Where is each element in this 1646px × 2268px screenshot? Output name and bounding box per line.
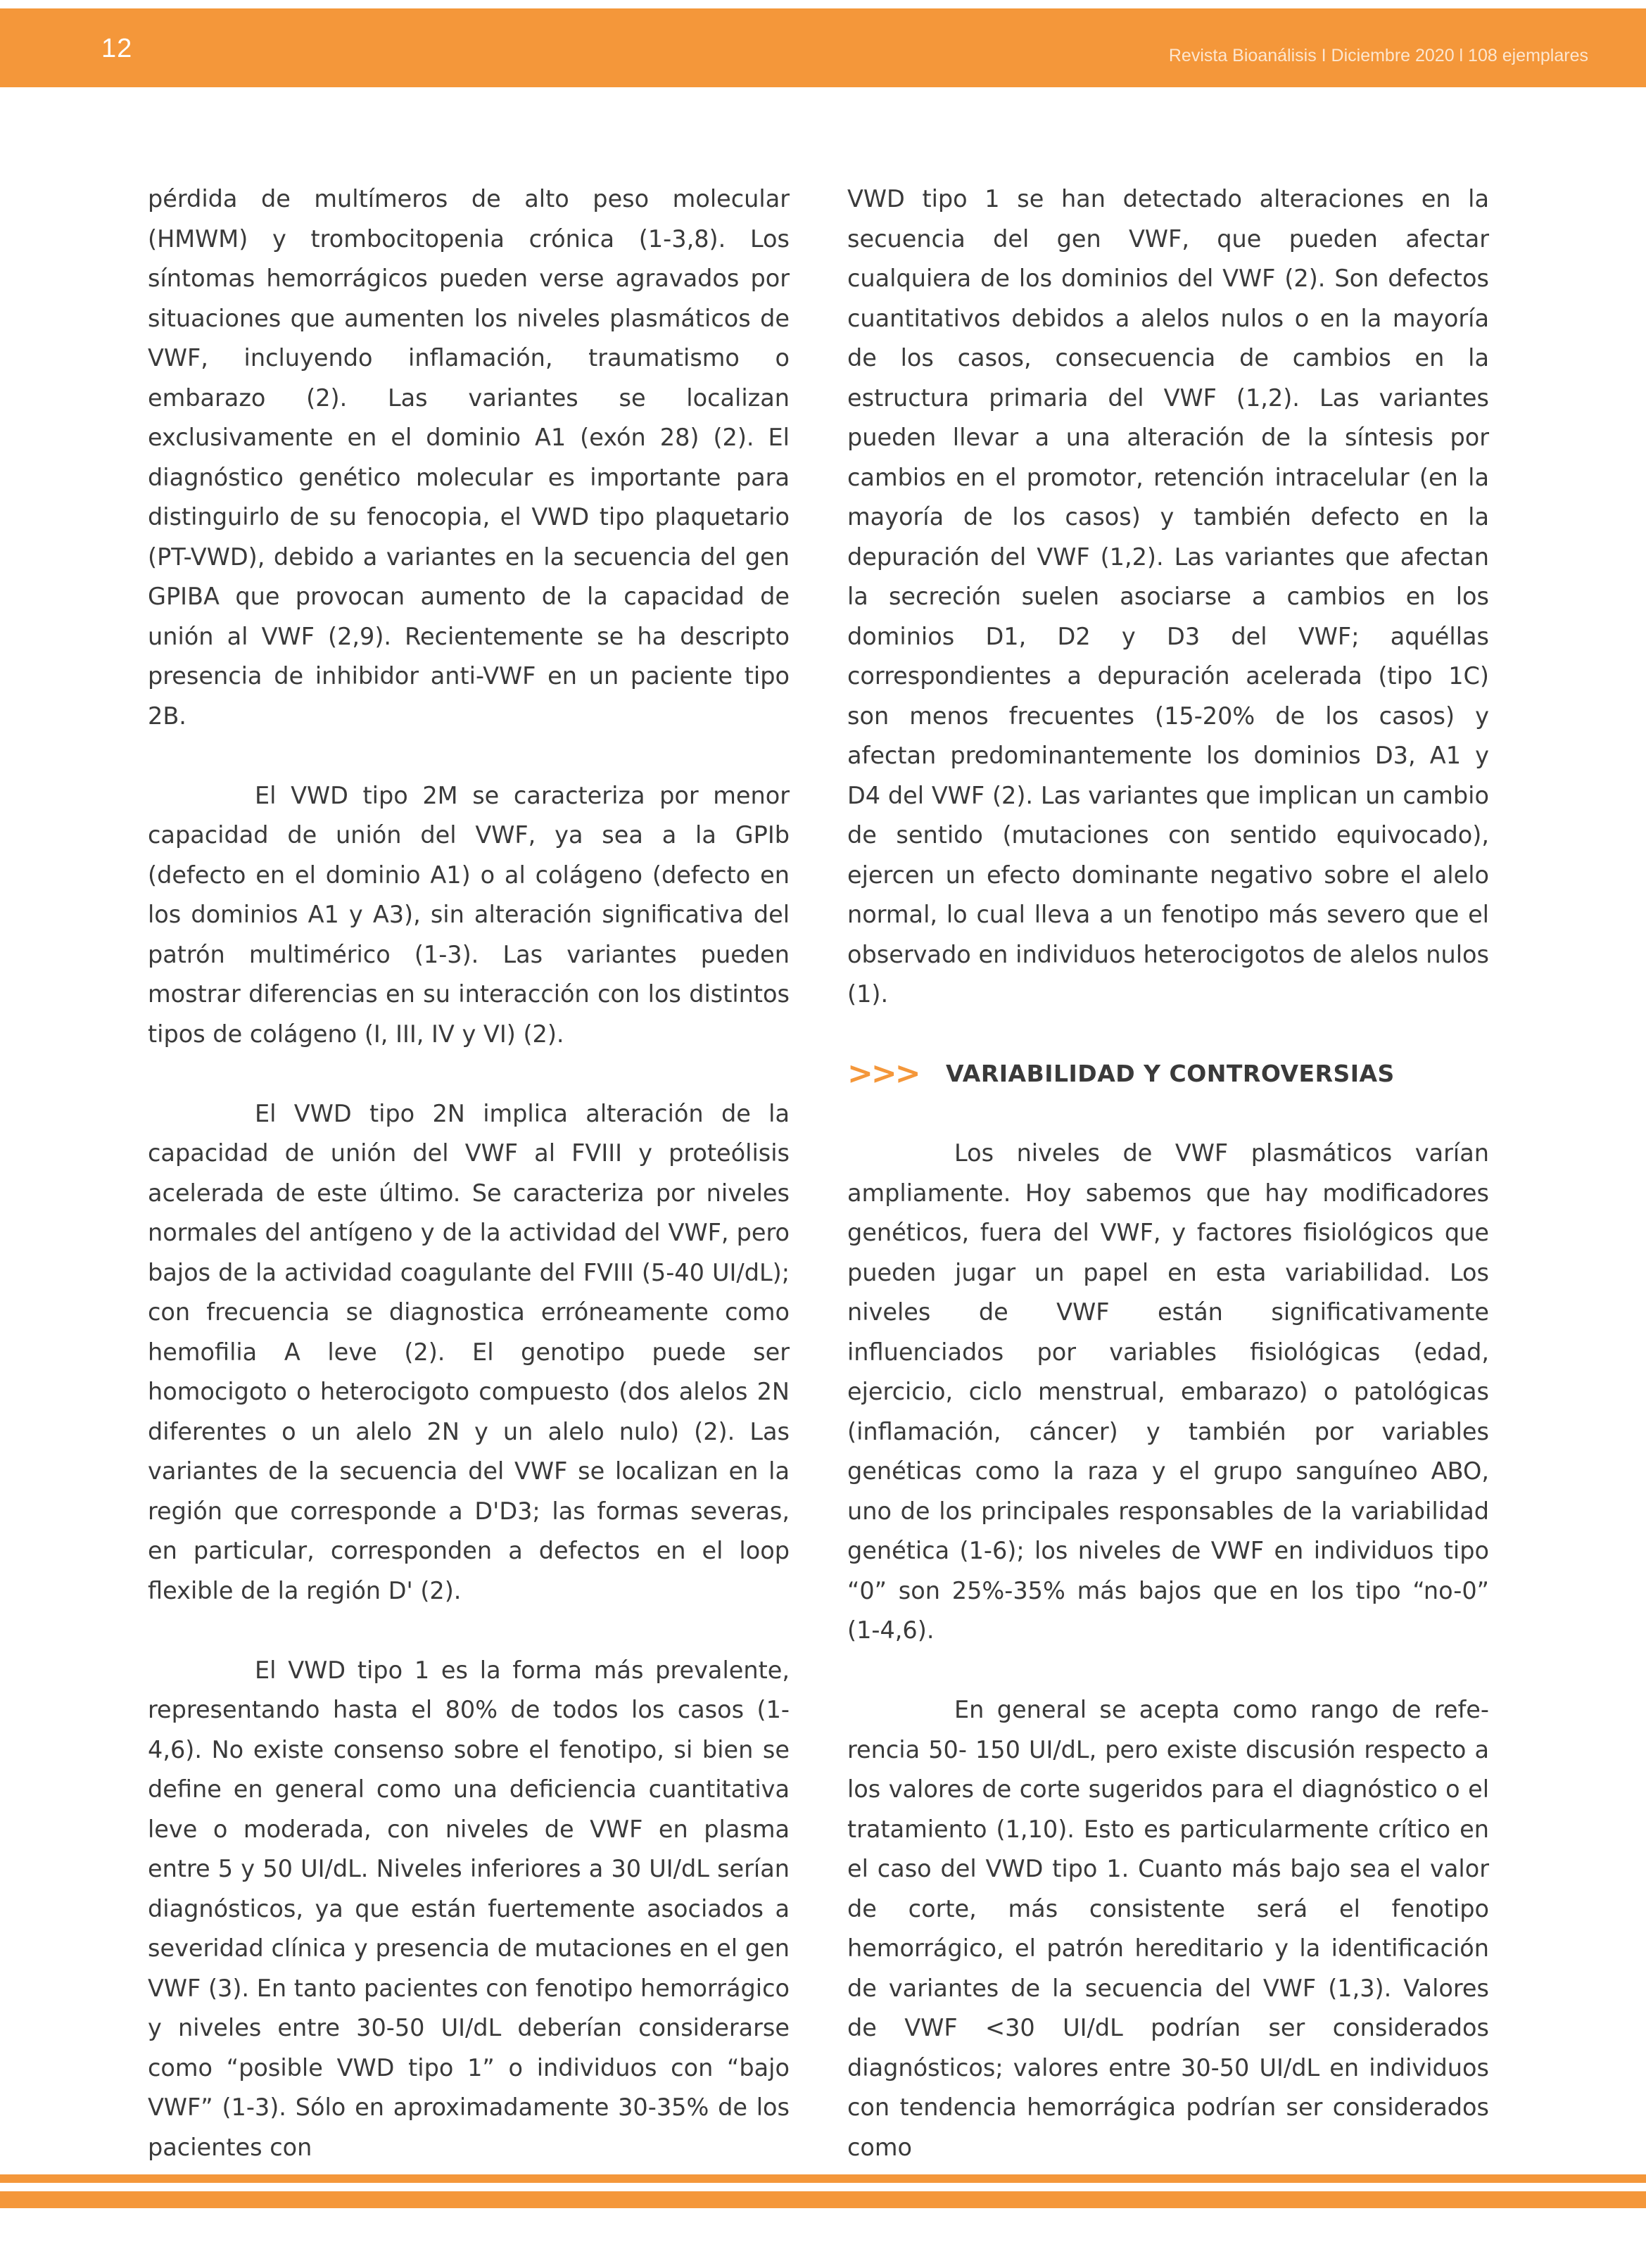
running-head: Revista Bioanálisis I Diciembre 2020 l 108 ejemplares [1168, 46, 1588, 65]
paragraph-variability: Los niveles de VWF plasmáticos varían ampliamente. Hoy sabemos que hay modificadores genéticos, fuera del VWF, y factores fisiológicos que pueden jugar un papel en esta variabilidad. Los niveles de VWF están significativamente influenciados por variables fisiológicas (edad, ejercicio, ciclo menstrual, embarazo) o patológicas (inflamación, cáncer) y también por variables genéticas como la raza y el grupo sanguíneo ABO, uno de los principales responsables de la variabilidad genética (1-6); los niveles de VWF en individuos tipo “0” son 25%-35% más bajos que en los tipo “no-0” (1-4,6). [847, 1139, 1489, 1644]
footer-rule-thick [0, 2191, 1646, 2208]
left-column [148, 179, 790, 2167]
section-heading-text: VARIABILIDAD Y CONTROVERSIAS [946, 1060, 1395, 1087]
right-column [847, 179, 1489, 2167]
header-bar [0, 8, 1646, 87]
page-number: 12 [101, 34, 133, 63]
paragraph-hmwm: pérdida de multímeros de alto peso molecular (HMWM) y trombocitopenia crónica (1-3,8). Los síntomas hemorrágicos pueden verse agravados por situaciones que aumenten los niveles plasmáticos de VWF, incluyendo inflamación, traumatismo o embarazo (2). Las variantes se localizan exclusivamente en el dominio A1 (exón 28) (2). El diagnóstico genético molecular es importante para distinguirlo de su fenocopia, el VWD tipo plaquetario (PT-VWD), debido a variantes en la secuencia del gen GPIBA que provocan aumento de la capacidad de unión al VWF (2,9). Recientemente se ha descripto presencia de inhibidor anti-VWF en un paciente tipo 2B. [148, 185, 790, 730]
footer-rule-thin [0, 2174, 1646, 2183]
paragraph-vwd-1-continued: VWD tipo 1 se han detectado alteraciones en la secuencia del gen VWF, que pueden afectar cualquiera de los dominios del VWF (2). Son defectos cuantitativos debidos a alelos nulos o en la mayoría de los casos, consecuencia de cambios en la estructura primaria del VWF (1,2). Las variantes pueden llevar a una alteración de la síntesis por cambios en el promotor, retención intracelular (en la mayoría de los casos) y también defecto en la depuración del VWF (1,2). Las variantes que afectan la secreción suelen asociarse a cambios en los dominios D1, D2 y D3 del VWF; aquéllas correspondientes a depuración acelerada (tipo 1C) son menos frecuentes (15-20% de los casos) y afectan predominantemente los dominios D3, A1 y D4 del VWF (2). Las variantes que implican un cambio de sentido (mutaciones con sentido equivocado), ejercen un efecto dominante negativo sobre el alelo normal, lo cual lleva a un fenotipo más severo que el observado en individuos heterocigotos de alelos nulos (1). [847, 185, 1489, 1008]
paragraph-vwd-2n: El VWD tipo 2N implica alteración de la capacidad de unión del VWF al FVIII y proteólisis acelerada de este último. Se caracteriza por niveles normales del antígeno y de la actividad del VWF, pero bajos de la actividad coagulante del FVIII (5-40 UI/dL); con frecuencia se diagnostica erróneamente como hemofilia A leve (2). El genotipo puede ser homocigoto o heterocigoto compuesto (dos alelos 2N diferentes o un alelo 2N y un alelo nulo) (2). Las variantes de la secuencia del VWF se localizan en la región que corresponde a D'D3; las formas severas, en particular, corresponden a defectos en el loop flexible de la región D' (2). [148, 1099, 790, 1604]
chevrons-icon: >>> [847, 1056, 919, 1091]
paragraph-vwd-1: El VWD tipo 1 es la forma más prevalente, representando hasta el 80% de todos los casos (1-4,6). No existe consenso sobre el fenotipo, si bien se define en general como una deficiencia cuantitativa leve o moderada, con niveles de VWF en plasma entre 5 y 50 UI/dL. Niveles inferiores a 30 UI/dL serían diagnósticos, ya que están fuertemente asociados a severidad clínica y presencia de mutaciones en el gen VWF (3). En tanto pacientes con fenotipo hemorrágico y niveles entre 30-50 UI/dL deberían considerarse como “posible VWD tipo 1” o individuos con “bajo VWF” (1-3). Sólo en aproximadamente 30-35% de los pacientes con [148, 1656, 790, 2161]
paragraph-reference-range: En general se acepta como rango de referencia 50- 150 UI/dL, pero existe discusión respecto a los valores de corte sugeridos para el diagnóstico o el tratamiento (1,10). Esto es particularmente crítico en el caso del VWD tipo 1. Cuanto más bajo sea el valor de corte, más consistente será el fenotipo hemorrágico, el patrón hereditario y la identificación de variantes de la secuencia del VWF (1,3). Valores de VWF <30 UI/dL podrían ser considerados diagnósticos; valores entre 30-50 UI/dL en individuos con tendencia hemorrágica podrían ser considerados como [847, 1696, 1489, 2161]
paragraph-vwd-2m: El VWD tipo 2M se caracteriza por menor capacidad de unión del VWF, ya sea a la GPIb (defecto en el dominio A1) o al colágeno (defecto en los dominios A1 y A3), sin alteración significativa del patrón multimérico (1-3). Las variantes pueden mostrar diferencias en su interacción con los distintos tipos de colágeno (I, III, IV y VI) (2). [148, 781, 790, 1048]
section-heading [847, 1054, 1489, 1094]
